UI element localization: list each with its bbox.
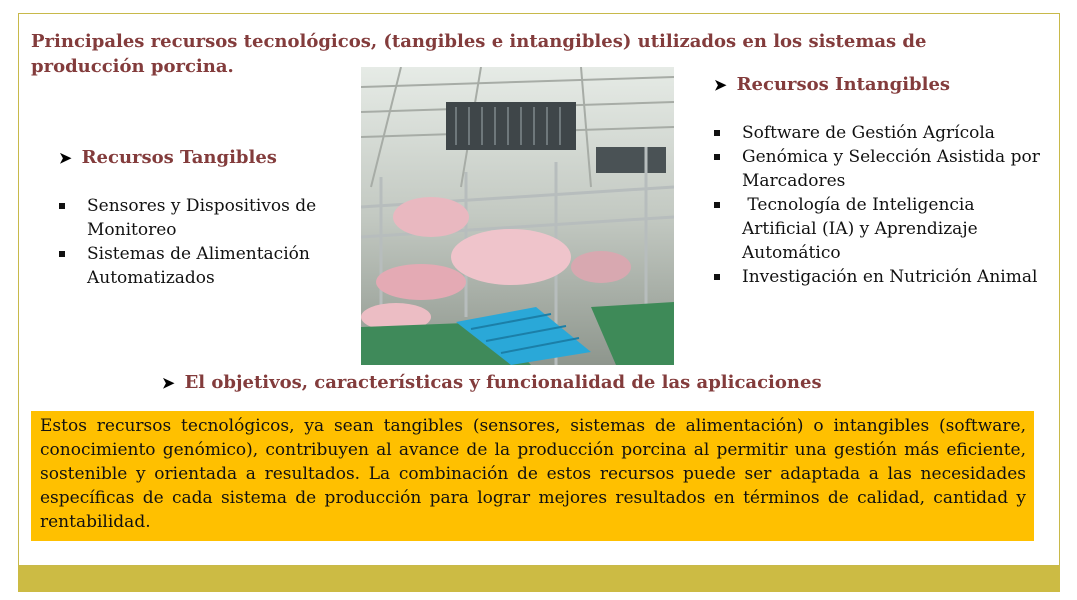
square-bullet-icon <box>59 251 65 257</box>
list-item: Sensores y Dispositivos de Monitoreo <box>59 194 344 242</box>
square-bullet-icon <box>714 154 720 160</box>
intangibles-list <box>714 121 1044 289</box>
square-bullet-icon <box>714 202 720 208</box>
list-item: Genómica y Selección Asistida por Marcadores <box>714 145 1044 193</box>
slide-title: Principales recursos tecnológicos, (tangibles e intangibles) utilizados en los sistemas de producción porcina. <box>31 31 927 77</box>
tangibles-list <box>59 194 344 290</box>
objetivos-heading <box>162 371 822 395</box>
objetivos-heading-text: El objetivos, características y funcionalidad de las aplicaciones <box>184 372 822 393</box>
list-item: Investigación en Nutrición Animal <box>714 265 1044 289</box>
square-bullet-icon <box>714 274 720 280</box>
bottom-accent-bar <box>18 566 1060 592</box>
list-item: Software de Gestión Agrícola <box>714 121 1044 145</box>
arrowhead-bullet-icon: ➤ <box>714 76 727 94</box>
intangibles-heading <box>714 73 950 97</box>
square-bullet-icon <box>59 203 65 209</box>
tangibles-heading-text: Recursos Tangibles <box>81 147 277 168</box>
pig-farm-photo <box>361 67 674 365</box>
intangibles-heading-text: Recursos Intangibles <box>736 74 951 95</box>
list-item: Tecnología de Inteligencia Artificial (IA) y Aprendizaje Automático <box>714 193 1044 265</box>
list-item: Sistemas de Alimentación Automatizados <box>59 242 344 290</box>
arrowhead-bullet-icon: ➤ <box>59 149 72 167</box>
square-bullet-icon <box>714 130 720 136</box>
arrowhead-bullet-icon: ➤ <box>162 374 175 392</box>
summary-box: Estos recursos tecnológicos, ya sean tangibles (sensores, sistemas de alimentación) o intangibles (software, conocimiento genómico), contribuyen al avance de la producción porcina al permitir una gestión más eficiente, sostenible y orientada a resultados. La combinación de estos recursos puede ser adaptada a las necesidades específicas de cada sistema de producción para lograr mejores resultados en términos de calidad, cantidad y rentabilidad. <box>31 411 1034 541</box>
tangibles-heading <box>59 146 277 170</box>
